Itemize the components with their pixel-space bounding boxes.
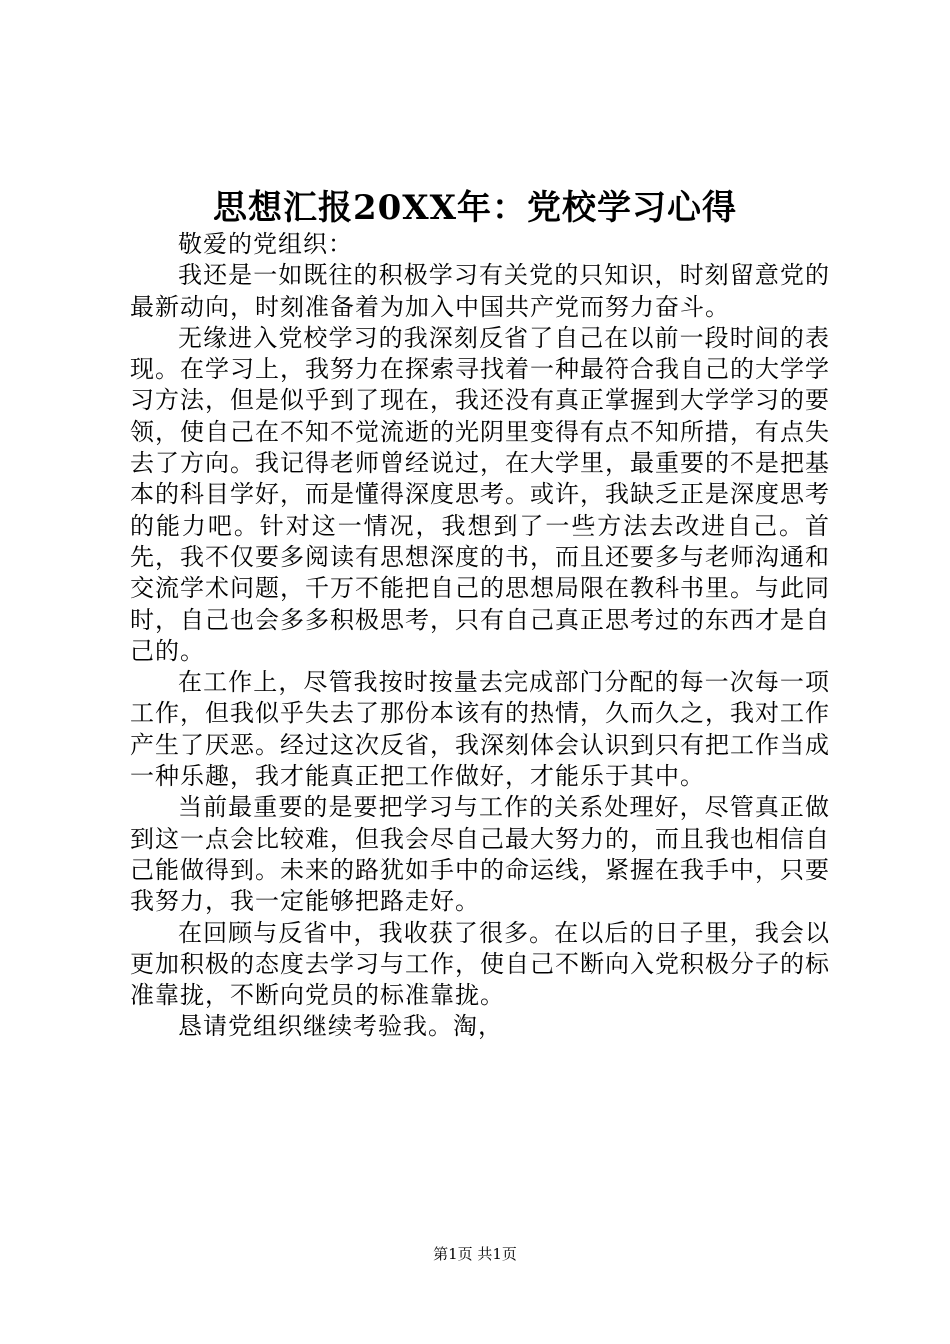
paragraph-intro: 我还是一如既往的积极学习有关党的只知识，时刻留意党的最新动向，时刻准备着为加入中国共产党而努力奋斗。 (130, 261, 830, 321)
paragraph-study: 无缘进入党校学习的我深刻反省了自己在以前一段时间的表现。在学习上，我努力在探索寻找着一种最符合我自己的大学学习方法，但是似乎到了现在，我还没有真正掌握到大学学习的要领，使自己在不知不觉流逝的光阴里变得有点不知所措，有点失去了方向。我记得老师曾经说过，在大学里，最重要的不是把基本的科目学好，而是懂得深度思考。或许，我缺乏正是深度思考的能力吧。针对这一情况，我想到了一些方法去改进自己。首先，我不仅要多阅读有思想深度的书，而且还要多与老师沟通和交流学术问题，千万不能把自己的思想局限在教科书里。与此同时，自己也会多多积极思考，只有自己真正思考过的东西才是自己的。 (130, 323, 830, 665)
paragraph-priority: 当前最重要的是要把学习与工作的关系处理好，尽管真正做到这一点会比较难，但我会尽自己最大努力的，而且我也相信自己能做得到。未来的路犹如手中的命运线，紧握在我手中，只要我努力，我一定能够把路走好。 (130, 793, 830, 916)
paragraph-work: 在工作上，尽管我按时按量去完成部门分配的每一次每一项工作，但我似乎失去了那份本该有的热情，久而久之，我对工作产生了厌恶。经过这次反省，我深刻体会认识到只有把工作当成一种乐趣，我才能真正把工作做好，才能乐于其中。 (130, 668, 830, 791)
document-title: 思想汇报20XX年：党校学习心得 (212, 188, 738, 228)
page-number-footer: 第1页 共1页 (433, 1245, 517, 1263)
paragraph-reflection: 在回顾与反省中，我收获了很多。在以后的日子里，我会以更加积极的态度去学习与工作，使自己不断向入党积极分子的标准靠拢，不断向党员的标准靠拢。 (130, 918, 830, 1010)
paragraph-closing: 恳请党组织继续考验我。淘， (178, 1012, 503, 1041)
document-body (130, 229, 830, 1043)
salutation: 敬爱的党组织： (178, 230, 353, 258)
